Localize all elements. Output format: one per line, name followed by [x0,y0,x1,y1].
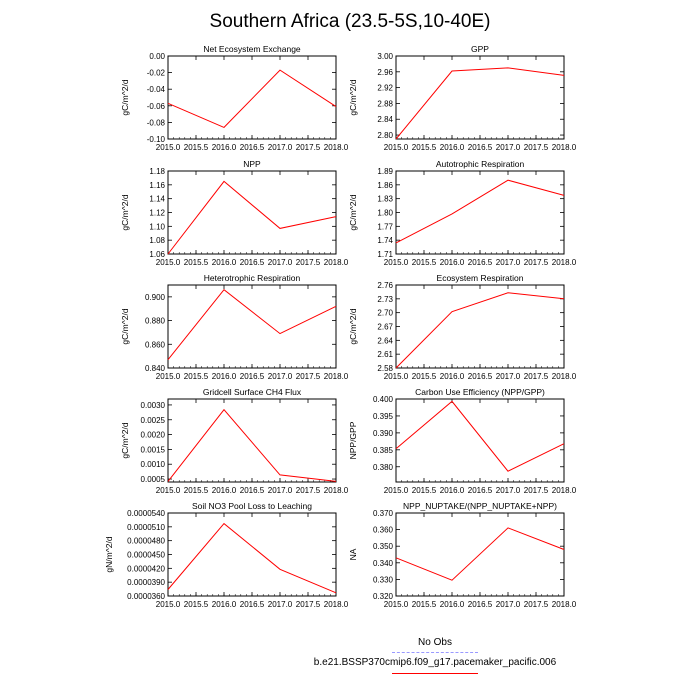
x-tick-label: 2015.5 [183,600,209,609]
x-tick-label: 2015.5 [411,372,437,381]
x-tick-label: 2017.0 [267,372,293,381]
panel-title: Ecosystem Respiration [436,273,524,283]
y-tick-label: 0.320 [372,592,393,601]
x-tick-label: 2017.5 [295,143,321,152]
panel-title: Soil NO3 Pool Loss to Leaching [191,501,313,511]
y-tick-label: 0.390 [372,428,393,438]
x-tick-label: 2015.5 [411,486,437,495]
y-tick-label: 2.73 [377,294,393,304]
series-line [168,410,336,482]
x-tick-label: 2016.0 [439,486,465,495]
y-tick-label: 0.0005 [140,475,165,485]
y-tick-label: 1.10 [149,222,165,232]
series-line [396,293,564,368]
y-tick-label: 0.860 [144,340,165,350]
x-tick-label: 2015.0 [155,258,181,267]
x-tick-label: 2016.5 [467,486,493,495]
x-tick-label: 2017.0 [495,372,521,381]
x-tick-label: 2016.0 [439,258,465,267]
x-tick-label: 2015.5 [183,143,209,152]
y-axis-label: gC/m^2/d [120,194,130,231]
x-tick-label: 2016.0 [439,143,465,152]
y-tick-label: 1.16 [149,180,165,190]
y-tick-label: 0.0030 [140,400,165,410]
panel-5 [120,273,349,381]
y-tick-label: 1.83 [377,194,393,204]
series-line [168,524,336,593]
panel-title: Carbon Use Efficiency (NPP/GPP) [415,387,545,397]
y-tick-label: 0.0000510 [127,522,165,532]
y-axis-label: NPP/GPP [348,421,358,460]
x-tick-label: 2017.5 [523,258,549,267]
legend-obs-line [392,652,478,653]
figure-title: Southern Africa (23.5-5S,10-40E) [209,11,491,32]
x-tick-label: 2016.5 [239,372,265,381]
x-tick-label: 2015.0 [155,486,181,495]
x-tick-label: 2017.5 [295,600,321,609]
y-tick-label: 2.61 [377,350,393,360]
y-tick-label: 1.12 [149,208,165,218]
panel-title: Autotrophic Respiration [435,159,525,169]
x-tick-label: 2016.0 [211,143,237,152]
y-tick-label: 0.840 [144,364,165,373]
y-tick-label: 1.08 [149,236,165,246]
y-tick-label: 0.360 [372,525,393,535]
x-tick-label: 2018.0 [551,600,577,609]
panel-title: NPP [243,159,261,169]
panel-8 [348,387,577,495]
x-tick-label: 2017.0 [267,143,293,152]
x-tick-label: 2017.5 [295,486,321,495]
legend-model-line [392,673,478,674]
y-tick-label: 0.0000390 [127,578,165,588]
plot-frame [168,285,336,368]
y-axis-label: gC/m^2/d [348,79,358,116]
y-tick-label: 1.71 [377,250,393,259]
y-tick-label: 0.0000480 [127,536,165,546]
panel-grid [104,44,577,609]
x-tick-label: 2017.5 [523,372,549,381]
x-tick-label: 2016.5 [239,486,265,495]
y-tick-label: 1.89 [377,167,393,176]
x-tick-label: 2015.0 [383,143,409,152]
y-tick-label: -0.04 [146,85,165,95]
x-tick-label: 2015.5 [183,258,209,267]
x-tick-label: 2017.0 [495,600,521,609]
x-tick-label: 2017.5 [523,486,549,495]
y-tick-label: 1.80 [377,208,393,218]
panel-title: NPP_NUPTAKE/(NPP_NUPTAKE+NPP) [403,501,557,511]
plot-frame [168,171,336,254]
x-tick-label: 2018.0 [323,486,349,495]
y-tick-label: 2.92 [377,83,393,93]
x-tick-label: 2016.0 [211,258,237,267]
series-line [168,181,336,254]
y-axis-label: gN/m^2/d [104,536,114,573]
y-tick-label: 0.380 [372,462,393,472]
y-axis-label: gC/m^2/d [120,79,130,116]
y-tick-label: 2.58 [377,364,393,373]
x-tick-label: 2018.0 [323,372,349,381]
legend-obs-label: No Obs [418,637,452,648]
y-axis-label: gC/m^2/d [120,422,130,459]
y-tick-label: -0.10 [146,135,165,144]
y-tick-label: 0.370 [372,509,393,518]
x-tick-label: 2018.0 [551,143,577,152]
plot-frame [168,399,336,482]
y-tick-label: 2.64 [377,336,393,346]
legend-model-label: b.e21.BSSP370cmip6.f09_g17.pacemaker_pacific.006 [313,657,557,668]
panel-4 [348,159,577,267]
panel-7 [120,387,349,495]
y-tick-label: -0.08 [146,118,165,128]
plot-frame [396,56,564,139]
x-tick-label: 2017.0 [495,143,521,152]
y-tick-label: 2.70 [377,308,393,318]
y-tick-label: 2.88 [377,99,393,109]
series-line [168,70,336,127]
x-tick-label: 2016.5 [239,143,265,152]
x-tick-label: 2015.0 [383,600,409,609]
x-tick-label: 2018.0 [323,258,349,267]
panel-9 [104,501,349,609]
x-tick-label: 2017.0 [495,258,521,267]
y-tick-label: 0.330 [372,575,393,585]
y-tick-label: 2.80 [377,131,393,141]
x-tick-label: 2015.5 [411,143,437,152]
y-axis-label: gC/m^2/d [120,308,130,345]
y-tick-label: 2.96 [377,67,393,77]
x-tick-label: 2017.0 [267,486,293,495]
y-tick-label: 0.0000360 [127,592,165,601]
y-tick-label: 1.86 [377,180,393,190]
y-tick-label: 1.77 [377,222,393,232]
panel-10 [348,501,577,609]
x-tick-label: 2017.5 [523,143,549,152]
x-tick-label: 2018.0 [323,600,349,609]
y-axis-label: gC/m^2/d [348,194,358,231]
y-tick-label: 2.76 [377,281,393,290]
panel-title: Net Ecosystem Exchange [203,44,301,54]
y-tick-label: 1.18 [149,167,165,176]
plot-frame [396,399,564,482]
x-tick-label: 2015.0 [383,258,409,267]
x-tick-label: 2015.0 [155,600,181,609]
panel-6 [348,273,577,381]
x-tick-label: 2016.5 [467,600,493,609]
plot-frame [168,56,336,139]
x-tick-label: 2015.5 [411,258,437,267]
x-tick-label: 2015.0 [383,486,409,495]
x-tick-label: 2016.5 [467,372,493,381]
x-tick-label: 2016.5 [467,258,493,267]
x-tick-label: 2016.0 [439,600,465,609]
x-tick-label: 2017.5 [523,600,549,609]
y-tick-label: 0.400 [372,395,393,404]
y-tick-label: -0.02 [146,68,165,78]
x-tick-label: 2018.0 [551,258,577,267]
x-tick-label: 2018.0 [323,143,349,152]
x-tick-label: 2015.5 [411,600,437,609]
plot-frame [396,171,564,254]
x-tick-label: 2015.0 [155,143,181,152]
x-tick-label: 2016.5 [467,143,493,152]
y-tick-label: 2.84 [377,115,393,125]
y-tick-label: -0.06 [146,101,165,111]
panel-3 [120,159,349,267]
series-line [396,401,564,471]
panel-2 [348,44,577,152]
y-tick-label: 0.900 [144,292,165,302]
x-tick-label: 2015.0 [155,372,181,381]
y-tick-label: 0.350 [372,542,393,552]
x-tick-label: 2016.5 [239,258,265,267]
y-tick-label: 1.14 [149,194,165,204]
x-tick-label: 2016.0 [211,600,237,609]
y-axis-label: NA [348,548,358,561]
y-tick-label: 0.340 [372,558,393,568]
y-tick-label: 1.06 [149,250,165,259]
panel-title: Gridcell Surface CH4 Flux [202,387,302,397]
y-tick-label: 3.00 [377,52,393,61]
series-line [396,180,564,243]
x-tick-label: 2015.5 [183,486,209,495]
x-tick-label: 2016.0 [211,372,237,381]
x-tick-label: 2015.0 [383,372,409,381]
x-tick-label: 2016.0 [439,372,465,381]
x-tick-label: 2017.0 [495,486,521,495]
y-tick-label: 0.0010 [140,460,165,470]
plot-frame [168,513,336,596]
plot-frame [396,285,564,368]
panel-1 [120,44,349,152]
y-tick-label: 2.67 [377,322,393,332]
x-tick-label: 2017.5 [295,372,321,381]
x-tick-label: 2016.5 [239,600,265,609]
y-tick-label: 0.0025 [140,415,165,425]
x-tick-label: 2017.0 [267,600,293,609]
series-line [396,68,564,139]
series-line [168,290,336,360]
x-tick-label: 2016.0 [211,486,237,495]
x-tick-label: 2018.0 [551,486,577,495]
panel-title: GPP [471,44,489,54]
panel-title: Heterotrophic Respiration [203,273,301,283]
y-tick-label: 0.0000540 [127,509,165,518]
x-tick-label: 2018.0 [551,372,577,381]
y-tick-label: 0.880 [144,316,165,326]
y-tick-label: 1.74 [377,236,393,246]
x-tick-label: 2017.0 [267,258,293,267]
y-tick-label: 0.0000420 [127,564,165,574]
y-tick-label: 0.00 [149,52,165,61]
y-tick-label: 0.395 [372,411,393,421]
y-tick-label: 0.0020 [140,430,165,440]
x-tick-label: 2015.5 [183,372,209,381]
y-axis-label: gC/m^2/d [348,308,358,345]
y-tick-label: 0.385 [372,445,393,455]
series-line [396,528,564,580]
y-tick-label: 0.0000450 [127,550,165,560]
y-tick-label: 0.0015 [140,445,165,455]
x-tick-label: 2017.5 [295,258,321,267]
